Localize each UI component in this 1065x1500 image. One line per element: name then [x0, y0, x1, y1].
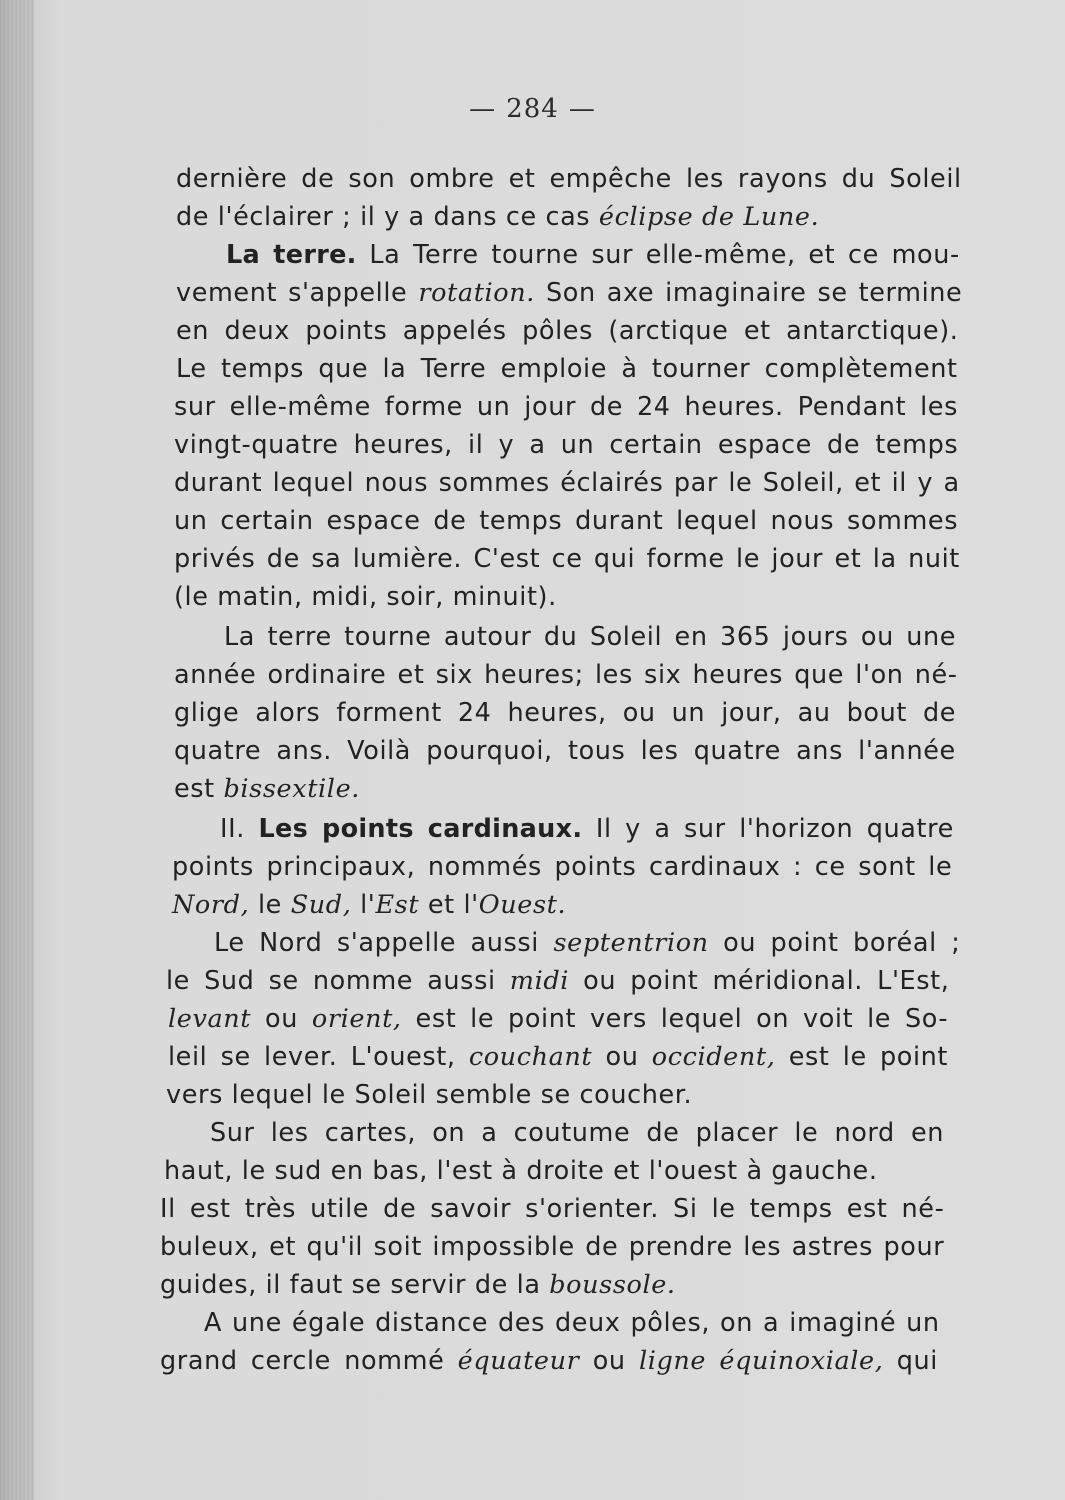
text-line: [166, 1080, 692, 1110]
text-segment: Il est très utile de savoir s'orienter. Si le temps est né-: [160, 1194, 945, 1224]
text-line: [174, 736, 956, 766]
text-segment: grand cercle nommé: [160, 1346, 458, 1376]
section-heading: Les points cardinaux.: [258, 814, 583, 844]
text-line: [160, 1232, 944, 1262]
text-line: [176, 202, 819, 232]
text-line: [176, 278, 962, 308]
text-segment: de l'éclairer ; il y a dans ce cas: [176, 202, 599, 232]
text-line: [174, 698, 956, 728]
italic-term: Est: [375, 890, 420, 920]
text-line: [174, 544, 960, 574]
text-segment: leil se lever. L'ouest,: [168, 1042, 469, 1072]
text-segment: A une égale distance des deux pôles, on a imaginé un: [204, 1308, 940, 1338]
text-line: [166, 966, 949, 996]
text-segment: année ordinaire et six heures; les six heures que l'on né-: [174, 660, 958, 690]
text-line: [174, 506, 958, 536]
italic-term: bissextile.: [223, 774, 360, 804]
italic-term: orient,: [311, 1004, 402, 1034]
italic-term: Ouest.: [478, 890, 567, 920]
italic-term: rotation.: [418, 278, 535, 308]
text-line: [204, 1308, 940, 1338]
text-line: [174, 774, 360, 804]
text-segment: La Terre tourne sur elle-même, et ce mou-: [356, 240, 960, 270]
text-segment: un certain espace de temps durant lequel nous sommes: [174, 506, 959, 536]
text-segment: (le matin, midi, soir, minuit).: [174, 582, 557, 612]
italic-term: midi: [509, 966, 570, 996]
text-segment: Son axe imaginaire se termine: [535, 278, 963, 308]
text-line: [224, 622, 956, 652]
text-line: [220, 814, 954, 844]
text-segment: le: [249, 890, 291, 920]
page-edge: [0, 0, 34, 1500]
text-segment: Sur les cartes, on a coutume de placer le nord en: [210, 1118, 944, 1148]
italic-term: ligne équinoxiale,: [638, 1346, 884, 1376]
text-segment: vement s'appelle: [176, 278, 419, 308]
text-line: [172, 890, 566, 920]
text-line: [174, 392, 958, 422]
italic-term: éclipse de Lune.: [598, 202, 820, 232]
text-segment: est le point vers lequel on voit le So-: [401, 1004, 949, 1034]
text-segment: ou: [251, 1004, 312, 1034]
text-line: [174, 468, 960, 498]
text-segment: Le temps que la Terre emploie à tourner complètement: [176, 354, 958, 384]
text-line: [160, 1346, 938, 1376]
text-segment: en deux points appelés pôles (arctique et antarctique).: [176, 316, 959, 346]
text-segment: ou point méridional. L'Est,: [569, 966, 950, 996]
text-segment: ou point boréal ;: [708, 928, 961, 958]
text-line: [176, 316, 958, 346]
text-segment: La terre tourne autour du Soleil en 365 jours ou une: [224, 622, 957, 652]
text-segment: glige alors forment 24 heures, ou un jour, au bout de: [174, 698, 957, 728]
text-segment: qui: [883, 1346, 938, 1376]
page-number: 284: [506, 94, 559, 124]
text-line: [174, 660, 958, 690]
italic-term: septentrion: [553, 928, 709, 958]
italic-term: Nord,: [172, 890, 250, 920]
text-segment: le Sud se nomme aussi: [166, 966, 510, 996]
text-line: [168, 1004, 948, 1034]
text-segment: vers lequel le Soleil semble se coucher.: [166, 1080, 693, 1110]
text-segment: privés de sa lumière. C'est ce qui forme le jour et la nuit: [174, 544, 960, 574]
text-segment: ou: [592, 1042, 652, 1072]
text-segment: Le Nord s'appelle aussi: [214, 928, 554, 958]
text-line: [226, 240, 960, 270]
text-line: [168, 1042, 948, 1072]
italic-term: Sud,: [290, 890, 352, 920]
text-line: [176, 354, 958, 384]
text-segment: quatre ans. Voilà pourquoi, tous les quatre ans l'année: [174, 736, 956, 766]
section-heading: La terre.: [226, 240, 357, 270]
text-line: [214, 928, 960, 958]
text-segment: haut, le sud en bas, l'est à droite et l'ouest à gauche.: [164, 1156, 878, 1186]
text-segment: ou: [579, 1346, 639, 1376]
text-segment: sur elle-même forme un jour de 24 heures. Pendant les: [174, 392, 958, 422]
italic-term: équateur: [457, 1346, 580, 1376]
text-line: [176, 164, 962, 194]
text-line: [160, 1194, 944, 1224]
italic-term: occident,: [651, 1042, 776, 1072]
page-header: [0, 94, 1065, 124]
text-line: [174, 430, 958, 460]
header-dash-right: —: [568, 94, 596, 124]
text-segment: durant lequel nous sommes éclairés par le Soleil, et il y a: [174, 468, 960, 498]
text-segment: et l': [419, 890, 479, 920]
text-line: [210, 1118, 944, 1148]
text-segment: points principaux, nommés points cardinaux : ce sont le: [172, 852, 953, 882]
text-segment: dernière de son ombre et empêche les rayons du Soleil: [176, 164, 962, 194]
italic-term: levant: [168, 1004, 252, 1034]
italic-term: couchant: [468, 1042, 593, 1072]
text-line: [160, 1270, 676, 1300]
text-segment: est le point: [775, 1042, 949, 1072]
text-segment: Il y a sur l'horizon quatre: [582, 814, 954, 844]
text-segment: buleux, et qu'il soit impossible de prendre les astres pour: [160, 1232, 945, 1262]
text-line: [164, 1156, 878, 1186]
text-line: [174, 582, 557, 612]
text-segment: guides, il faut se servir de la: [160, 1270, 550, 1300]
text-segment: vingt-quatre heures, il y a un certain espace de temps: [174, 430, 959, 460]
italic-term: boussole.: [549, 1270, 676, 1300]
text-line: [172, 852, 952, 882]
text-segment: est: [174, 774, 224, 804]
text-segment: II.: [220, 814, 259, 844]
header-dash-left: —: [469, 94, 497, 124]
text-segment: l': [351, 890, 376, 920]
